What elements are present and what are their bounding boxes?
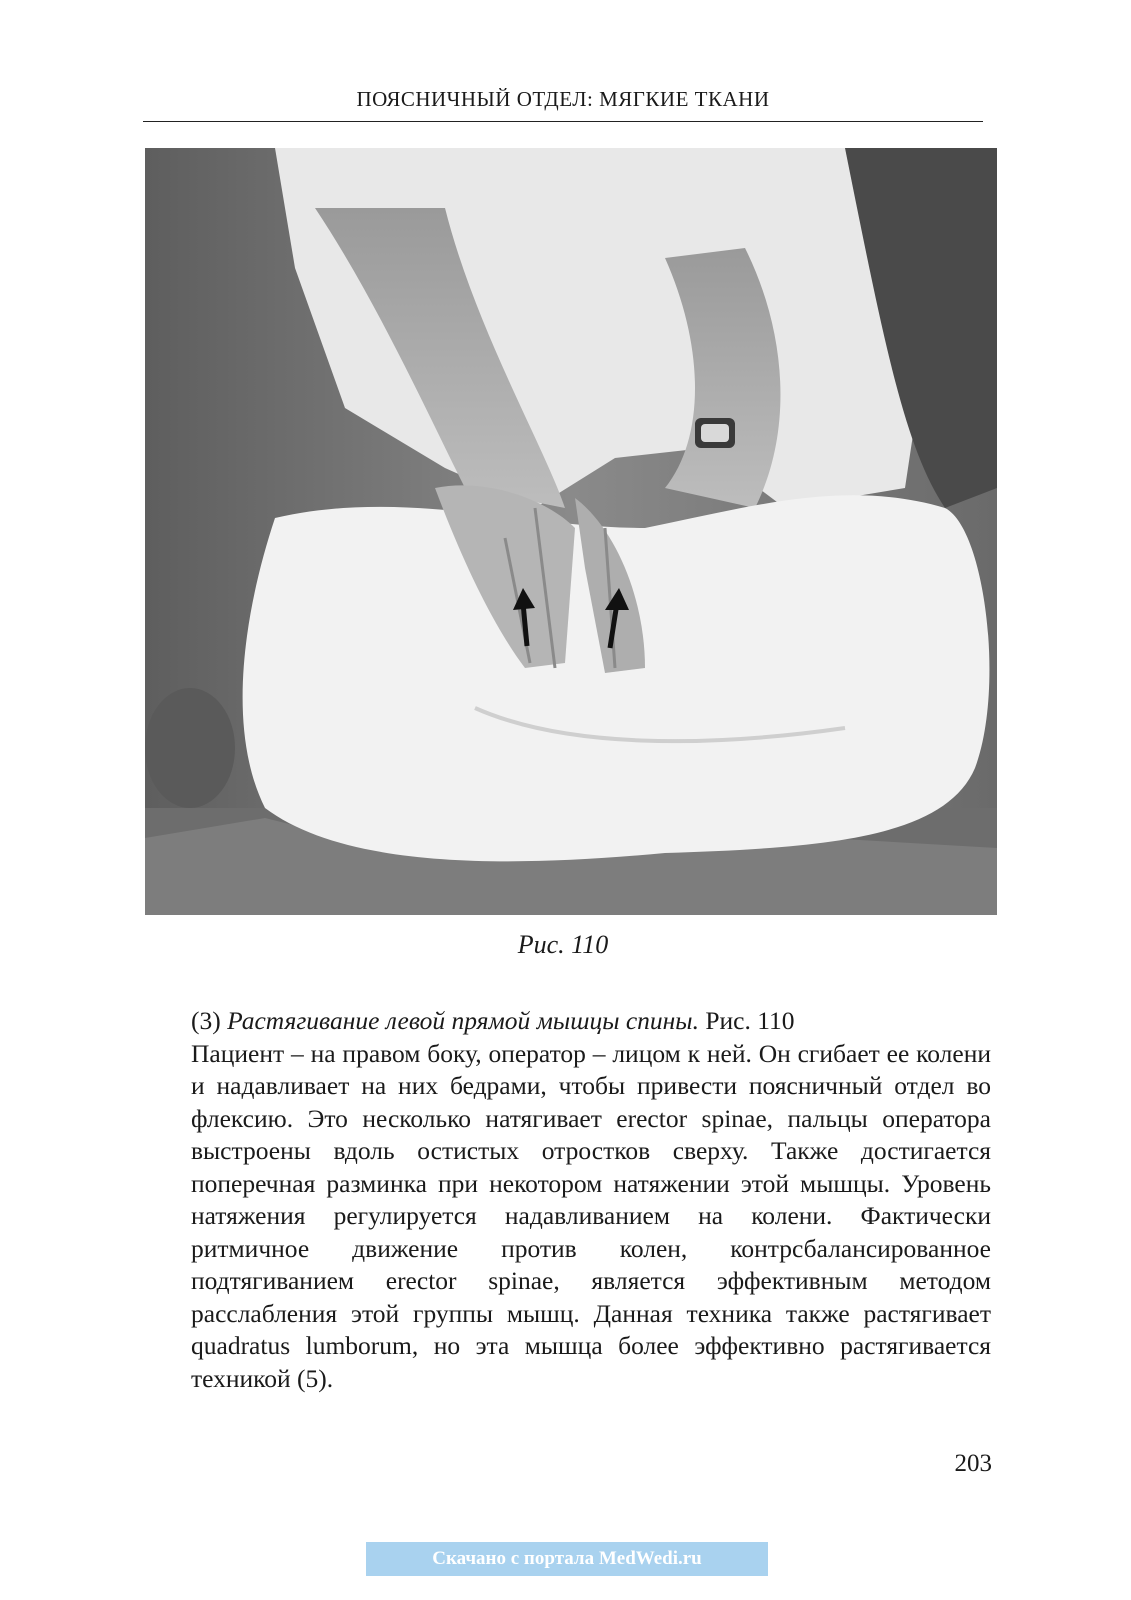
figure-caption: Рис. 110 <box>517 930 609 959</box>
figure-reference: Рис. 110 <box>705 1006 795 1035</box>
body-text <box>191 1005 991 1395</box>
watermark-banner: Скачано с портала MedWedi.ru <box>366 1542 768 1576</box>
page-number: 203 <box>954 1450 992 1477</box>
section-number: (3) <box>191 1006 221 1035</box>
section-heading <box>191 1005 991 1038</box>
running-header: ПОЯСНИЧНЫЙ ОТДЕЛ: МЯГКИЕ ТКАНИ <box>356 87 770 111</box>
photo-illustration <box>145 148 997 915</box>
body-paragraph: Пациент – на правом боку, оператор – лицом к ней. Он сгибает ее колени и надавливает на них бедрами, чтобы привести поясничный отдел во флексию. Это несколько натягивает erector spinae, пальцы оператора выстроены вдоль остистых отростков сверху. Также достигается поперечная разминка при некотором натяжении этой мышцы. Уровень натяжения регулируется надавливанием на колени. Фактически ритмичное движение против колен, контрсбалансированное подтягиванием erector spinae, является эффективным методом расслабления этой группы мышц. Данная техника также растягивает quadratus lumborum, но эта мышца более эффективно растягивается техникой (5). <box>191 1038 991 1393</box>
section-title: Растягивание левой прямой мышцы спины. <box>227 1006 699 1035</box>
figure-photo <box>145 148 997 915</box>
header-rule <box>143 121 983 122</box>
